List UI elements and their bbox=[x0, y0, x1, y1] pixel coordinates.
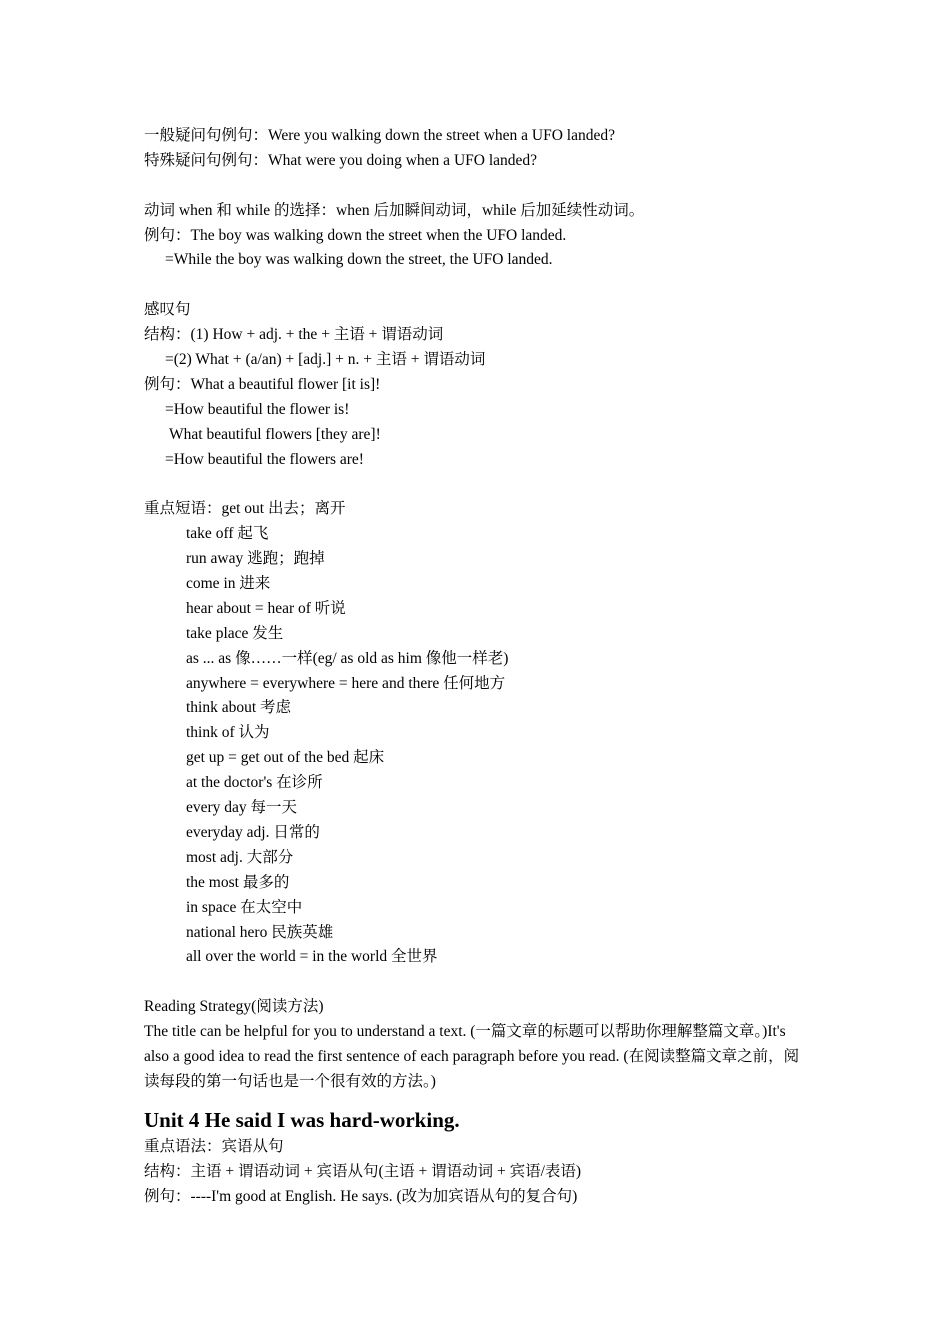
unit-4-grammar: 重点语法：宾语从句 bbox=[144, 1137, 284, 1155]
phrase-item: as ... as 像……一样(eg/ as old as him 像他一样老) bbox=[186, 649, 509, 667]
phrase-item: hear about = hear of 听说 bbox=[186, 599, 346, 617]
phrase-item: get up = get out of the bed 起床 bbox=[186, 749, 385, 767]
phrase-item: in space 在太空中 bbox=[186, 898, 303, 916]
phrase-item: come in 进来 bbox=[186, 575, 271, 593]
key-phrases-first: 重点短语：get out 出去；离开 bbox=[144, 500, 346, 518]
phrase-item: think of 认为 bbox=[186, 724, 270, 742]
reading-strategy-paragraph: The title can be helpful for you to understand a text. (一篇文章的标题可以帮助你理解整篇文章。)It's also a good idea to read the first sentence of each paragraph before you read. (在阅读整篇文章之前，阅读每段的第一句话也是一个很有效的方法。) bbox=[144, 1023, 800, 1090]
unit-4-example: 例句：----I'm good at English. He says. (改为加宾语从句的复合句) bbox=[144, 1187, 578, 1205]
exclamation-example-3: What beautiful flowers [they are]! bbox=[169, 425, 381, 443]
phrase-item: most adj. 大部分 bbox=[186, 848, 294, 866]
unit-4-structure: 结构：主语 + 谓语动词 + 宾语从句(主语 + 谓语动词 + 宾语/表语) bbox=[144, 1162, 582, 1180]
phrase-item: take place 发生 bbox=[186, 624, 284, 642]
exclamation-example-2: =How beautiful the flower is! bbox=[165, 400, 350, 418]
when-while-rule: 动词 when 和 while 的选择：when 后加瞬间动词，while 后加延续性动词。 bbox=[144, 201, 645, 219]
exclamation-structure-2: =(2) What + (a/an) + [adj.] + n. + 主语 + 谓语动词 bbox=[165, 351, 486, 369]
phrase-item: run away 逃跑；跑掉 bbox=[186, 550, 325, 568]
when-while-example-alt: =While the boy was walking down the street, the UFO landed. bbox=[165, 251, 553, 269]
special-question-example: 特殊疑问句例句：What were you doing when a UFO landed? bbox=[144, 151, 538, 169]
unit-4-heading: Unit 4 He said I was hard-working. bbox=[144, 1107, 460, 1132]
reading-strategy-title: Reading Strategy(阅读方法) bbox=[144, 998, 324, 1016]
phrase-item: the most 最多的 bbox=[186, 873, 290, 891]
phrase-item: anywhere = everywhere = here and there 任何地方 bbox=[186, 674, 506, 692]
exclamation-example-4: =How beautiful the flowers are! bbox=[165, 450, 364, 468]
when-while-example: 例句：The boy was walking down the street when the UFO landed. bbox=[144, 226, 567, 244]
spacer bbox=[144, 970, 814, 995]
phrase-item: national hero 民族英雄 bbox=[186, 923, 334, 941]
exclamation-example-1: 例句：What a beautiful flower [it is]! bbox=[144, 375, 381, 393]
phrase-item: at the doctor's 在诊所 bbox=[186, 774, 323, 792]
document-page bbox=[144, 124, 814, 1209]
key-phrases-list bbox=[144, 522, 814, 970]
exclamation-title: 感叹句 bbox=[144, 301, 191, 319]
phrase-item: take off 起飞 bbox=[186, 525, 269, 543]
spacer bbox=[144, 174, 814, 199]
exclamation-structure-1: 结构：(1) How + adj. + the + 主语 + 谓语动词 bbox=[144, 326, 444, 344]
phrase-item: think about 考虑 bbox=[186, 699, 292, 717]
general-question-example: 一般疑问句例句：Were you walking down the street when a UFO landed? bbox=[144, 127, 615, 144]
phrase-item: all over the world = in the world 全世界 bbox=[186, 948, 438, 966]
spacer bbox=[144, 472, 814, 497]
phrase-item: everyday adj. 日常的 bbox=[186, 823, 320, 841]
phrase-item: every day 每一天 bbox=[186, 799, 298, 817]
spacer bbox=[144, 273, 814, 298]
